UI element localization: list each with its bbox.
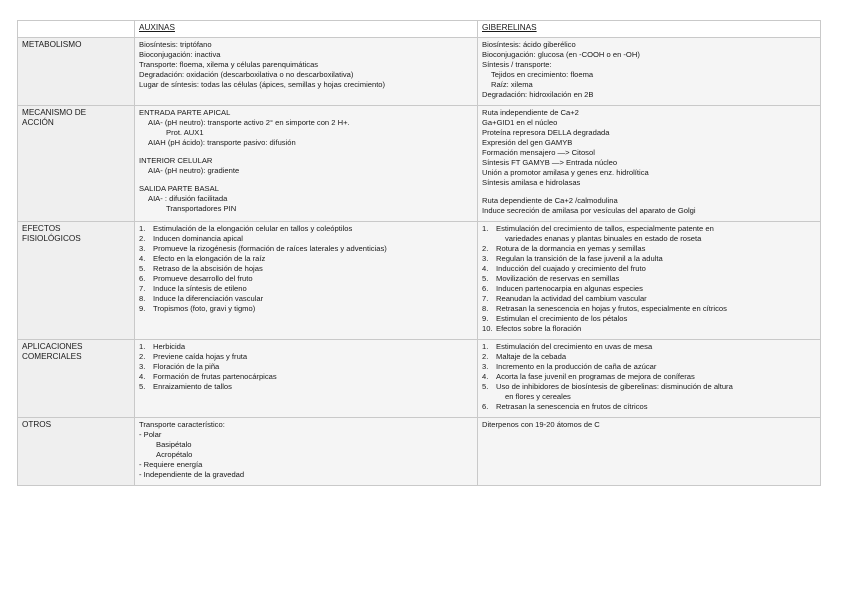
cell-metabolismo-giberelinas [478,38,821,106]
list-number: 6. [482,402,489,411]
cell-efectos-giberelinas [478,222,821,340]
list-text: Acorta la fase juvenil en programas de mejora de coníferas [496,372,695,381]
list-number: 5. [482,382,489,391]
list-item [482,254,816,264]
list-number: 1. [482,342,489,351]
list-text: Estimulan el crecimiento de los pétalos [496,314,628,323]
list-number: 3. [482,362,489,371]
text-line: - Polar [139,430,162,439]
text-line: Induce secreción de amilasa por vesículas del aparato de Golgi [482,206,696,215]
text-line: Acropétalo [156,450,193,459]
list-item [482,342,816,352]
list-item [139,382,473,392]
list-number: 5. [482,274,489,283]
list-text: Movilización de reservas en semillas [496,274,620,283]
row-mecanismo [18,106,821,222]
list-number: 2. [139,234,146,243]
row-label-aplicaciones [18,340,135,418]
text-line: Ruta dependiente de Ca+2 /calmodulina [482,196,618,205]
text-line: Basipétalo [156,440,192,449]
list-text: Herbicida [153,342,186,351]
row-label-text: COMERCIALES [22,352,82,361]
row-efectos [18,222,821,340]
list-text: Efectos sobre la floración [496,324,582,333]
list-text: Inducción del cuajado y crecimiento del fruto [496,264,646,273]
list-text: Promueve desarrollo del fruto [153,274,253,283]
text-line: Unión a promotor amilasa y genes enz. hidrolítica [482,168,649,177]
header-row [18,21,821,38]
spacer [139,148,473,156]
list-number: 7. [139,284,146,293]
list-number: 2. [482,244,489,253]
list-item [482,314,816,324]
cell-mecanismo-auxinas [135,106,478,222]
list-item [482,382,816,402]
spacer [139,176,473,184]
list-text: Previene caída hojas y fruta [153,352,248,361]
list-text: Incremento en la producción de caña de azúcar [496,362,657,371]
text-line: Síntesis amilasa e hidrolasas [482,178,581,187]
list-number: 8. [139,294,146,303]
row-label-text: OTROS [22,420,52,429]
text-line: Transporte: floema, xilema y células parenquimáticas [139,60,319,69]
row-label-text: EFECTOS [22,224,61,233]
list-item [139,372,473,382]
list-item [482,304,816,314]
cell-metabolismo-auxinas [135,38,478,106]
list-item [139,224,473,234]
list-item [139,284,473,294]
header-empty-cell [18,21,135,38]
row-otros [18,418,821,486]
list-item [139,352,473,362]
numbered-list [139,342,473,392]
text-line: Bioconjugación: glucosa (en -COOH o en -OH) [482,50,640,59]
numbered-list [482,224,816,334]
list-number: 5. [139,382,146,391]
text-line: Lugar de síntesis: todas las células (ápices, semillas y hojas crecimiento) [139,80,386,89]
list-item [482,362,816,372]
list-text: Retraso de la abscisión de hojas [153,264,263,273]
list-number: 4. [139,372,146,381]
row-metabolismo [18,38,821,106]
list-text: Rotura de la dormancia en yemas y semillas [496,244,646,253]
list-number: 1. [482,224,489,233]
list-text: Estimulación de la elongación celular en tallos y coleóptilos [153,224,353,233]
list-number: 3. [482,254,489,263]
section-heading: INTERIOR CELULAR [139,156,213,165]
text-line: AIAH (pH ácido): transporte pasivo: difusión [148,138,296,147]
list-text: Induce la diferenciación vascular [153,294,264,303]
list-text: Estimulación del crecimiento de tallos, especialmente patente en [496,224,714,233]
list-item [139,304,473,314]
text-line: Prot. AUX1 [166,128,204,137]
text-line: Degradación: oxidación (descarboxilativa o no descarboxilativa) [139,70,354,79]
text-line: Biosíntesis: ácido giberélico [482,40,576,49]
list-number: 9. [482,314,489,323]
list-text: Inducen partenocarpia en algunas especies [496,284,643,293]
row-label-text: METABOLISMO [22,40,82,49]
row-aplicaciones [18,340,821,418]
list-number: 5. [139,264,146,273]
list-number: 4. [482,372,489,381]
text-line: AIA- (pH neutro): gradiente [148,166,240,175]
text-line: - Independiente de la gravedad [139,470,245,479]
list-item [482,324,816,334]
list-text: Formación de frutas partenocárpicas [153,372,277,381]
row-label-mecanismo [18,106,135,222]
text-line: Expresión del gen GAMYB [482,138,573,147]
row-label-text: FISIOLÓGICOS [22,234,81,243]
list-text: Enraizamiento de tallos [153,382,232,391]
spacer [482,188,816,196]
list-number: 7. [482,294,489,303]
list-item [139,254,473,264]
numbered-list [139,224,473,314]
list-item [482,244,816,254]
list-number: 2. [482,352,489,361]
cell-efectos-auxinas [135,222,478,340]
list-text: Reanudan la actividad del cambium vascular [496,294,647,303]
text-line: Tejidos en crecimiento: floema [491,70,594,79]
list-number: 4. [139,254,146,263]
text-line: - Requiere energía [139,460,203,469]
list-text: Induce la síntesis de etileno [153,284,247,293]
header-giberelinas: GIBERELINAS [482,23,537,32]
list-number: 6. [139,274,146,283]
hormone-comparison-table [17,20,821,486]
list-item [482,264,816,274]
list-item [139,342,473,352]
list-number: 6. [482,284,489,293]
list-text: Floración de la piña [153,362,220,371]
text-line: Ruta independiente de Ca+2 [482,108,579,117]
text-line: Diterpenos con 19-20 átomos de C [482,420,600,429]
text-line: Ga+GID1 en el núcleo [482,118,558,127]
text-line: Transportadores PIN [166,204,237,213]
row-label-text: ACCIÓN [22,118,54,127]
list-text: Tropismos (foto, gravi y tigmo) [153,304,256,313]
row-label-efectos [18,222,135,340]
list-item [139,244,473,254]
cell-otros-auxinas [135,418,478,486]
text-line: Transporte característico: [139,420,225,429]
list-text-continuation: en flores y cereales [505,392,571,401]
list-number: 3. [139,244,146,253]
section-heading: ENTRADA PARTE APICAL [139,108,231,117]
list-item [139,234,473,244]
list-item [482,294,816,304]
list-item [139,264,473,274]
list-number: 10. [482,324,493,333]
list-item [482,352,816,362]
text-line: Formación mensajero —> Citosol [482,148,595,157]
list-text: Retrasan la senescencia en frutos de cítricos [496,402,648,411]
text-line: AIA- (pH neutro): transporte activo 2° en simporte con 2 H+. [148,118,350,127]
text-line: Síntesis / transporte: [482,60,552,69]
header-auxinas-cell [135,21,478,38]
list-item [139,294,473,304]
list-item [482,372,816,382]
list-number: 3. [139,362,146,371]
text-line: Proteína represora DELLA degradada [482,128,610,137]
header-auxinas: AUXINAS [139,23,175,32]
list-text: Efecto en la elongación de la raíz [153,254,266,263]
row-label-otros [18,418,135,486]
list-number: 8. [482,304,489,313]
list-text: Promueve la rizogénesis (formación de raíces laterales y adventicias) [153,244,387,253]
list-text: Retrasan la senescencia en hojas y frutos, especialmente en cítricos [496,304,727,313]
text-line: Síntesis FT GAMYB —> Entrada núcleo [482,158,618,167]
list-text: Estimulación del crecimiento en uvas de mesa [496,342,653,351]
row-label-text: MECANISMO DE [22,108,87,117]
list-number: 1. [139,224,146,233]
list-item [482,284,816,294]
list-item [139,274,473,284]
list-number: 9. [139,304,146,313]
header-giberelinas-cell [478,21,821,38]
list-text: Regulan la transición de la fase juvenil a la adulta [496,254,663,263]
section-heading: SALIDA PARTE BASAL [139,184,219,193]
list-text-continuation: variedades enanas y plantas binuales en estado de roseta [505,234,702,243]
list-item [139,362,473,372]
cell-aplicaciones-giberelinas [478,340,821,418]
text-line: AIA- : difusión facilitada [148,194,228,203]
list-number: 2. [139,352,146,361]
text-line: Degradación: hidroxilación en 2B [482,90,594,99]
numbered-list [482,342,816,412]
cell-otros-giberelinas [478,418,821,486]
list-text: Maltaje de la cebada [496,352,567,361]
list-item [482,402,816,412]
cell-aplicaciones-auxinas [135,340,478,418]
text-line: Raíz: xilema [491,80,533,89]
list-number: 1. [139,342,146,351]
list-item [482,224,816,244]
list-item [482,274,816,284]
text-line: Biosíntesis: triptófano [139,40,212,49]
row-label-metabolismo [18,38,135,106]
list-number: 4. [482,264,489,273]
row-label-text: APLICACIONES [22,342,83,351]
text-line: Bioconjugación: inactiva [139,50,221,59]
list-text: Inducen dominancia apical [153,234,243,243]
list-text: Uso de inhibidores de biosíntesis de giberelinas: disminución de altura [496,382,733,391]
cell-mecanismo-giberelinas [478,106,821,222]
